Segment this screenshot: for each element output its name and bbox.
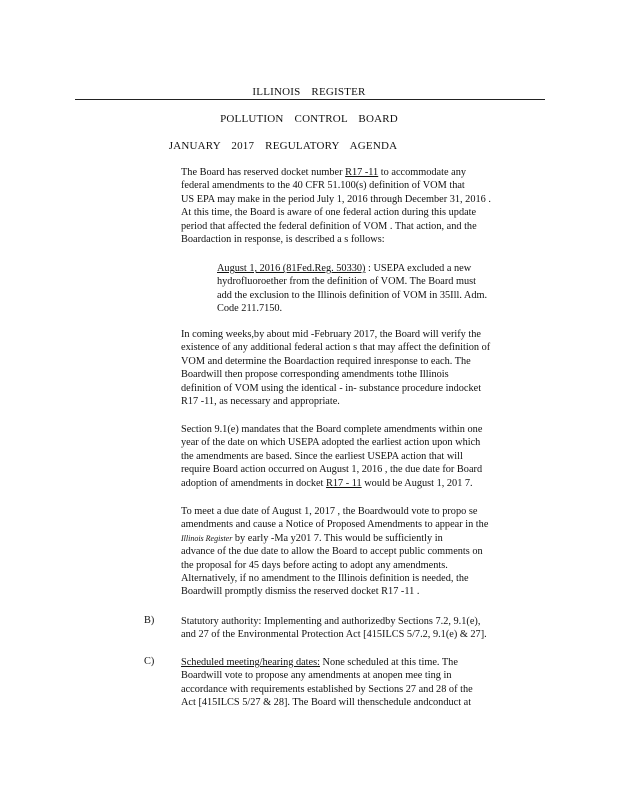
header-rule	[75, 99, 545, 100]
agenda-title: JANUARY 2017 REGULATORY AGENDA	[168, 140, 398, 152]
section-label-c: C)	[144, 656, 155, 667]
section-label-b: B)	[144, 615, 155, 626]
paragraph-coming-weeks	[181, 328, 538, 408]
text-line: year of the date on which USEPA adopted the earliest action upon which	[181, 437, 481, 449]
text-line: amendments and cause a Notice of Proposed Amendments to appear in the	[181, 519, 489, 531]
text-line: R17 -11, as necessary and appropriate.	[181, 396, 340, 408]
text-line: federal amendments to the 40 CFR 51.100(s) definition of VOM that	[181, 180, 465, 192]
text-line: Boardwill promptly dismiss the reserved docket R17 -11 .	[181, 586, 420, 598]
text-line: Code 211.7150.	[217, 303, 283, 315]
text-line: To meet a due date of August 1, 2017 , the Boardwould vote to propo se	[181, 506, 478, 517]
text-line: Boardaction in response, is described a s follows:	[181, 234, 385, 246]
text-line: US EPA may make in the period July 1, 2016 through December 31, 2016 .	[181, 193, 491, 205]
docket-number: R17 -11	[345, 167, 379, 178]
text-line: existence of any additional federal action s that may affect the definition of	[181, 342, 491, 354]
text-line: add the exclusion to the Illinois definition of VOM in 35Ill. Adm.	[217, 289, 488, 301]
paragraph-statutory-authority	[181, 615, 538, 642]
paragraph-federal-action	[217, 262, 535, 316]
federal-register-citation: August 1, 2016 (81Fed.Reg. 50330)	[217, 263, 366, 274]
text-line: Scheduled meeting/hearing dates: None scheduled at this time. The	[181, 657, 458, 668]
text-line: the proposal for 45 days before acting to adopt any amendments.	[181, 559, 448, 571]
paragraph-due-date	[181, 505, 538, 599]
text-line: Section 9.1(e) mandates that the Board complete amendments within one	[181, 424, 483, 435]
scheduled-dates-heading: Scheduled meeting/hearing dates:	[181, 657, 320, 668]
text-line: Boardwill then propose corresponding amendments tothe Illinois	[181, 369, 449, 381]
text-line: hydrofluoroether from the definition of VOM. The Board must	[217, 276, 476, 288]
text-line: definition of VOM using the identical - in- substance procedure indocket	[181, 382, 482, 394]
text-line: At this time, the Board is aware of one federal action during this update	[181, 207, 477, 219]
register-title: ILLINOIS REGISTER	[252, 86, 366, 98]
text-line: advance of the due date to allow the Board to accept public comments on	[181, 546, 483, 558]
text-line: adoption of amendments in docket R17 - 11 would be August 1, 201 7.	[181, 477, 473, 489]
text-line: In coming weeks,by about mid -February 2017, the Board will verify the	[181, 329, 481, 340]
paragraph-section-9-1e	[181, 423, 538, 490]
text-line: period that affected the federal definition of VOM . That action, and the	[181, 220, 477, 232]
text-line: the amendments are based. Since the earliest USEPA action that will	[181, 450, 463, 462]
text-line: require Board action occurred on August 1, 2016 , the due date for Board	[181, 464, 483, 476]
publication-title: Illinois Register	[181, 533, 233, 543]
text-line: Boardwill vote to propose any amendments at anopen mee ting in	[181, 670, 452, 682]
paragraph-docket-reserved	[181, 166, 538, 246]
text-line: accordance with requirements established by Sections 27 and 28 of the	[181, 683, 473, 695]
text-line: and 27 of the Environmental Protection Act [415ILCS 5/7.2, 9.1(e) & 27].	[181, 629, 487, 641]
agency-title: POLLUTION CONTROL BOARD	[220, 113, 398, 125]
paragraph-scheduled-meeting	[181, 656, 538, 710]
text-line: VOM and determine the Boardaction required inresponse to each. The	[181, 355, 471, 367]
text-line: Statutory authority: Implementing and authorizedby Sections 7.2, 9.1(e),	[181, 616, 481, 627]
text-line: The Board has reserved docket number R17 -11 to accommodate any	[181, 167, 466, 178]
docket-number: R17 - 11	[325, 477, 362, 489]
text-line: August 1, 2016 (81Fed.Reg. 50330) : USEPA excluded a new	[217, 263, 472, 274]
text-line: Alternatively, if no amendment to the Illinois definition is needed, the	[181, 573, 469, 585]
text-line: Act [415ILCS 5/27 & 28]. The Board will thenschedule andconduct at	[181, 697, 472, 709]
text-line: Illinois Register by early -Ma y201 7. This would be sufficiently in	[181, 532, 443, 544]
